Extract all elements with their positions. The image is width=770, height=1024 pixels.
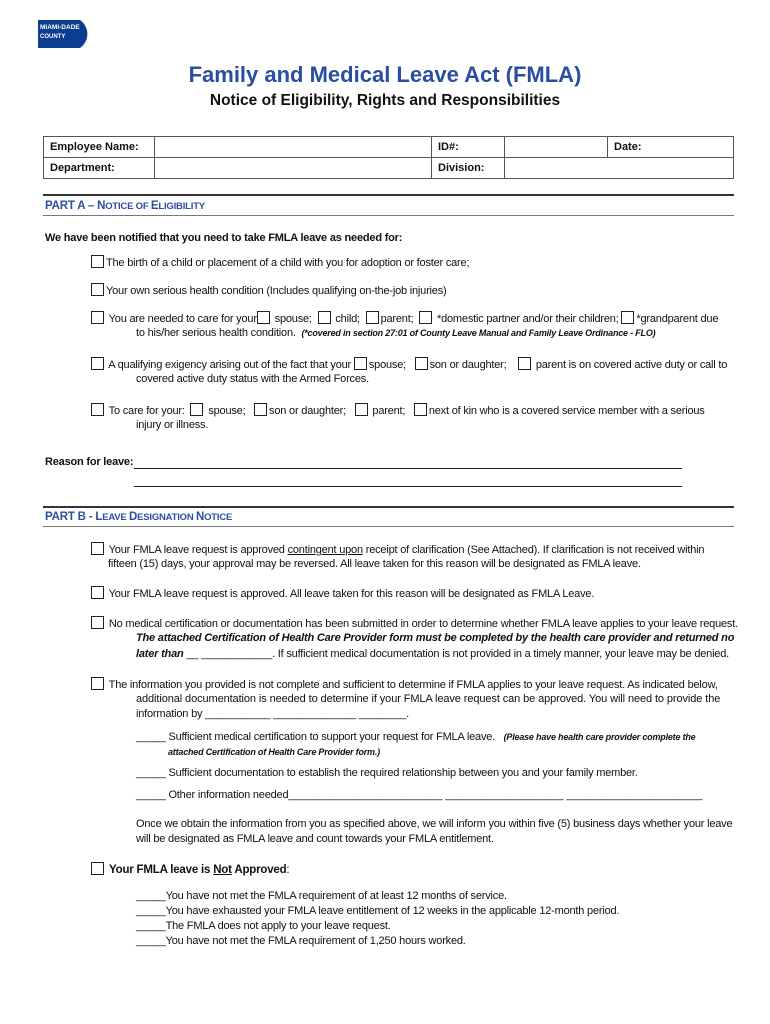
checkbox-no-certification[interactable] bbox=[91, 616, 104, 629]
not-approved-reason-4: _____You have not met the FMLA requirement of 1,250 hours worked. bbox=[136, 935, 466, 947]
employee-name-field[interactable] bbox=[155, 137, 432, 158]
no-certification-line3: later than __ ____________. If sufficient medical documentation is not provided in a timely manner, your leave may be denied. bbox=[136, 648, 730, 660]
option-service-member: To care for your: spouse; son or daughter; parent; next of kin who is a covered service member with a serious bbox=[91, 403, 705, 419]
logo-line2: COUNTY bbox=[40, 34, 66, 40]
checkbox-own-health[interactable] bbox=[91, 283, 104, 296]
employee-info-table bbox=[43, 136, 734, 179]
checkbox-birth[interactable] bbox=[91, 255, 104, 268]
divider-part-a-bottom bbox=[43, 215, 734, 216]
checkbox-care-parent[interactable] bbox=[366, 311, 379, 324]
page-title: Family and Medical Leave Act (FMLA) bbox=[188, 62, 582, 87]
option-care-family-line2: to his/her serious health condition. (*covered in section 27:01 of County Leave Manual and Family Leave Ordinance - FLO) bbox=[136, 327, 656, 339]
id-label: ID#: bbox=[432, 137, 505, 158]
not-approved-reason-1: _____You have not met the FMLA requirement of at least 12 months of service. bbox=[136, 890, 507, 902]
checkbox-svc-spouse[interactable] bbox=[190, 403, 203, 416]
divider-part-b bbox=[43, 506, 734, 508]
option-contingent: Your FMLA leave request is approved contingent upon receipt of clarification (See Attached). If clarification is not received within bbox=[91, 542, 704, 558]
department-field[interactable] bbox=[155, 158, 432, 179]
logo-line1: MIAMI-DADE bbox=[40, 24, 80, 31]
option-not-approved: Your FMLA leave is Not Approved: bbox=[91, 862, 289, 878]
sub-other-info: _____ Other information needed__________________________ ____________________ _______________________ bbox=[136, 789, 703, 801]
sub-medical-cert-note2: attached Certification of Health Care Provider form.) bbox=[168, 747, 380, 757]
checkbox-exigency[interactable] bbox=[91, 357, 104, 370]
checkbox-care-child[interactable] bbox=[318, 311, 331, 324]
department-label: Department: bbox=[44, 158, 155, 179]
checkbox-exigency-spouse[interactable] bbox=[354, 357, 367, 370]
date-label: Date: bbox=[614, 141, 642, 153]
option-birth: The birth of a child or placement of a child with you for adoption or foster care; bbox=[91, 255, 469, 271]
checkbox-contingent[interactable] bbox=[91, 542, 104, 555]
option-contingent-line2: fifteen (15) days, your approval may be reversed. All leave taken for this reason will be designated as FMLA leave. bbox=[108, 558, 641, 570]
option-exigency-line2: covered active duty status with the Armed Forces. bbox=[136, 373, 369, 385]
checkbox-exigency-parent[interactable] bbox=[518, 357, 531, 370]
reason-label: Reason for leave: bbox=[45, 456, 134, 468]
once-obtain-line1: Once we obtain the information from you as specified above, we will inform you within five (5) business days whether your leave bbox=[136, 818, 733, 830]
id-field[interactable] bbox=[505, 137, 608, 158]
option-own-health: Your own serious health condition (Includes qualifying on-the-job injuries) bbox=[91, 283, 446, 299]
checkbox-care-domestic-partner[interactable] bbox=[419, 311, 432, 324]
checkbox-svc-parent[interactable] bbox=[355, 403, 368, 416]
miami-dade-county-logo bbox=[36, 14, 100, 48]
not-approved-reason-3: _____The FMLA does not apply to your leave request. bbox=[136, 920, 391, 932]
checkbox-service-member[interactable] bbox=[91, 403, 104, 416]
part-b-heading: PART B - LEAVE DESIGNATION NOTICE bbox=[45, 511, 233, 523]
part-a-heading: PART A – NOTICE OF ELIGIBILITY bbox=[45, 200, 205, 212]
division-field[interactable] bbox=[505, 158, 734, 179]
reason-line-1[interactable] bbox=[134, 468, 682, 469]
divider-part-b-bottom bbox=[43, 526, 734, 527]
once-obtain-line2: will be designated as FMLA leave and count towards your FMLA entitlement. bbox=[136, 833, 494, 845]
division-label: Division: bbox=[432, 158, 505, 179]
option-exigency: A qualifying exigency arising out of the fact that your spouse; son or daughter; parent is on covered active duty or call to bbox=[91, 357, 727, 373]
checkbox-exigency-son[interactable] bbox=[415, 357, 428, 370]
checkbox-approved[interactable] bbox=[91, 586, 104, 599]
date-field[interactable] bbox=[608, 137, 734, 158]
option-incomplete: The information you provided is not complete and sufficient to determine if FMLA applies to your leave request. As indicated below, bbox=[91, 677, 718, 693]
checkbox-care-spouse[interactable] bbox=[257, 311, 270, 324]
divider-part-a bbox=[43, 194, 734, 196]
page-subtitle: Notice of Eligibility, Rights and Responsibilities bbox=[209, 92, 561, 109]
option-service-member-line2: injury or illness. bbox=[136, 419, 209, 431]
checkbox-svc-kin[interactable] bbox=[414, 403, 427, 416]
option-care-family: You are needed to care for your spouse; child; parent; *domestic partner and/or their children; *grandparent due bbox=[91, 311, 718, 327]
employee-name-label: Employee Name: bbox=[44, 137, 155, 158]
sub-relationship-doc: _____ Sufficient documentation to establish the required relationship between you and your family member. bbox=[136, 767, 638, 779]
checkbox-care-family[interactable] bbox=[91, 311, 104, 324]
checkbox-not-approved[interactable] bbox=[91, 862, 104, 875]
sub-medical-cert: _____ Sufficient medical certification to support your request for FMLA leave. (Please have health care provider complete the bbox=[136, 731, 696, 743]
not-approved-reason-2: _____You have exhausted your FMLA leave entitlement of 12 weeks in the applicable 12-month period. bbox=[136, 905, 620, 917]
reason-line-2[interactable] bbox=[134, 486, 682, 487]
no-certification-line2: The attached Certification of Health Care Provider form must be completed by the health care provider and returned no bbox=[136, 632, 735, 644]
incomplete-line3: information by ___________ ______________ ________. bbox=[136, 708, 410, 720]
checkbox-incomplete[interactable] bbox=[91, 677, 104, 690]
checkbox-care-grandparent[interactable] bbox=[621, 311, 634, 324]
part-a-intro: We have been notified that you need to take FMLA leave as needed for: bbox=[45, 232, 403, 244]
option-no-certification: No medical certification or documentation has been submitted in order to determine whether FMLA leave applies to your leave request. bbox=[91, 616, 738, 632]
checkbox-svc-son[interactable] bbox=[254, 403, 267, 416]
option-approved: Your FMLA leave request is approved. All leave taken for this reason will be designated as FMLA Leave. bbox=[91, 586, 594, 602]
incomplete-line2: additional documentation is needed to determine if your FMLA leave request can be approved. You will need to provide the bbox=[136, 693, 721, 705]
